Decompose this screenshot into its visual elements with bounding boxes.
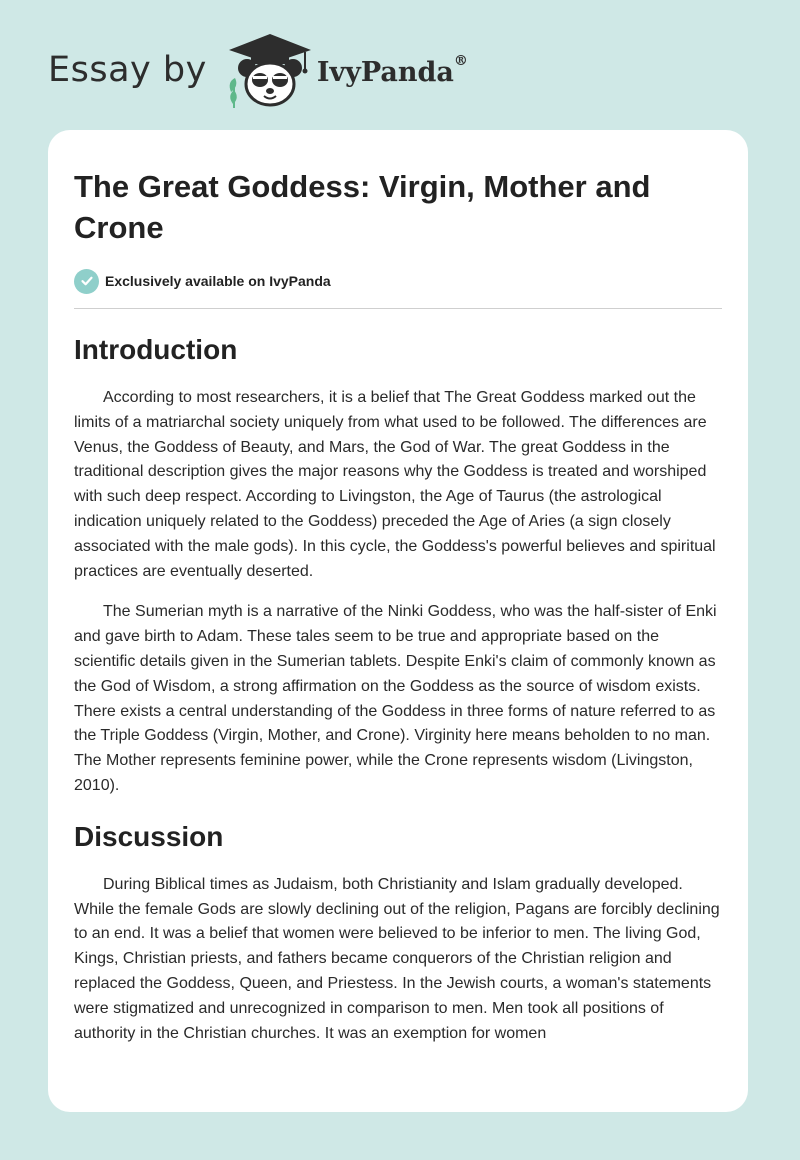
check-icon <box>74 269 99 294</box>
section-heading-introduction: Introduction <box>74 334 238 365</box>
exclusive-badge <box>74 268 722 294</box>
paragraph: According to most researchers, it is a belief that The Great Goddess marked out the limits of a matriarchal society uniquely from what used to be followed. The differences are Venus, the Goddess of Beauty, and Mars, the God of War. The great Goddess in the traditional description gives the major reasons why the Goddess is treated and worshiped with such deep respect. According to Livingston, the Age of Taurus (the astrological indication uniquely related to the Goddess) preceded the Age of Aries (a sign closely associated with the male gods). In this cycle, the Goddess's powerful believes and spiritual practices are eventually deserted. <box>74 389 716 580</box>
site-header <box>48 30 468 110</box>
paragraph: During Biblical times as Judaism, both Christianity and Islam gradually developed. While the female Gods are slowly declining out of the religion, Pagans are forcibly declining to an end. It was a belief that women were believed to be inferior to men. The living God, Kings, Christian priests, and fathers became conquerors of the Christian religion and replaced the Goddess, Queen, and Priestess. In the Jewish courts, a woman's statements were stigmatized and unrecognized in comparison to men. Men took all positions of authority in the Christian churches. It was an exemption for women <box>74 875 720 1042</box>
essay-by-label: Essay by <box>48 50 207 90</box>
panda-graduate-logo-icon[interactable] <box>225 30 315 110</box>
essay-card <box>48 130 748 1112</box>
brand-text: IvyPanda <box>316 56 454 88</box>
section-heading-discussion: Discussion <box>74 820 224 852</box>
brand-name[interactable] <box>316 52 468 88</box>
essay-title: The Great Goddess: Virgin, Mother and Crone <box>74 169 651 245</box>
divider <box>74 308 722 309</box>
paragraph: The Sumerian myth is a narrative of the Ninki Goddess, who was the half-sister of Enki and gave birth to Adam. These tales seem to be true and appropriate based on the scientific details given in the Sumerian tablets. Despite Enki's claim of commonly known as the God of Wisdom, a strong affirmation on the Goddess as the source of wisdom exists. There exists a central understanding of the Goddess in three forms of nature referred to as the Triple Goddess (Virgin, Mother, and Crone). Virginity here means beholden to no man. The Mother represents feminine power, while the Crone represents wisdom (Livingston, 2010). <box>74 603 717 794</box>
exclusive-label: Exclusively available on IvyPanda <box>105 273 331 289</box>
registered-mark: ® <box>453 52 468 69</box>
